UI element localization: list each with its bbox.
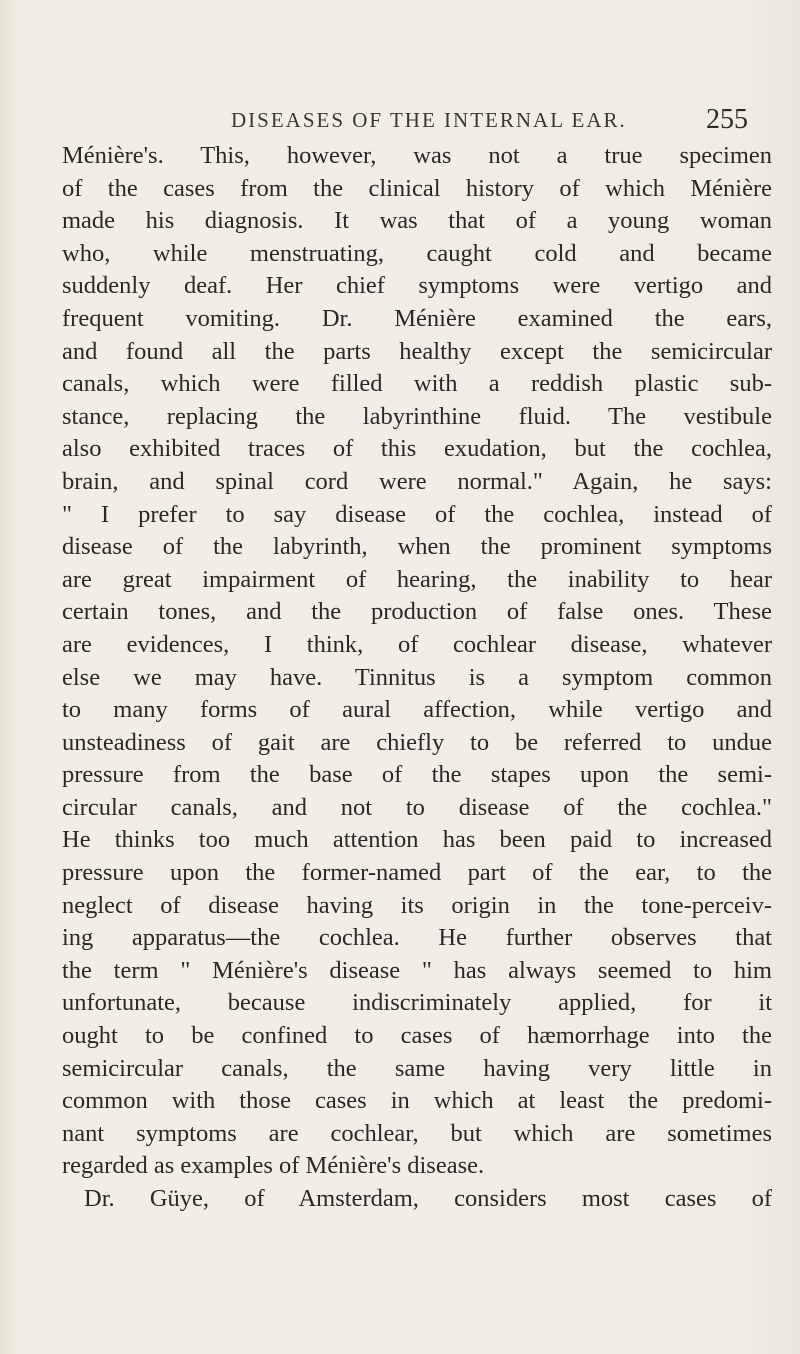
text-line: canals, which were filled with a reddish plastic sub- [62, 370, 772, 398]
text-line: frequent vomiting. Dr. Ménière examined the ears, [62, 304, 772, 332]
text-line: circular canals, and not to disease of the cochlea." [62, 793, 772, 821]
text-line: are evidences, I think, of cochlear disease, whatever [62, 630, 772, 658]
text-line: pressure upon the former-named part of the ear, to the [62, 859, 772, 887]
text-line: ought to be confined to cases of hæmorrhage into the [62, 1022, 772, 1050]
text-line: and found all the parts healthy except the semicircular [62, 337, 772, 365]
text-line: ing apparatus—the cochlea. He further observes that [62, 924, 772, 952]
text-line: made his diagnosis. It was that of a young woman [62, 207, 772, 235]
text-line: stance, replacing the labyrinthine fluid. The vestibule [62, 402, 772, 430]
body-text [62, 140, 772, 1216]
text-line: regarded as examples of Ménière's disease. [62, 1152, 485, 1180]
page-number: 255 [706, 104, 748, 135]
text-line: pressure from the base of the stapes upon the semi- [62, 761, 772, 789]
text-line: unsteadiness of gait are chiefly to be referred to undue [62, 728, 772, 756]
text-line: suddenly deaf. Her chief symptoms were vertigo and [62, 272, 772, 300]
text-line: disease of the labyrinth, when the prominent symptoms [62, 533, 772, 561]
text-line: who, while menstruating, caught cold and became [62, 239, 772, 267]
text-line: else we may have. Tinnitus is a symptom common [62, 663, 772, 691]
text-line: also exhibited traces of this exudation, but the cochlea, [62, 435, 772, 463]
text-line: nant symptoms are cochlear, but which are sometimes [62, 1119, 772, 1147]
text-line: Dr. Güye, of Amsterdam, considers most cases of [84, 1185, 772, 1212]
text-line: are great impairment of hearing, the inability to hear [62, 565, 772, 593]
running-title: DISEASES OF THE INTERNAL EAR. [231, 108, 627, 132]
text-line: of the cases from the clinical history of which Ménière [62, 174, 772, 202]
text-line: the term " Ménière's disease " has always seemed to him [62, 956, 772, 984]
text-line: He thinks too much attention has been paid to increased [62, 826, 772, 854]
running-head [0, 104, 800, 140]
text-line: " I prefer to say disease of the cochlea, instead of [62, 500, 772, 528]
text-line: common with those cases in which at least the predomi- [62, 1087, 772, 1115]
text-line: semicircular canals, the same having very little in [62, 1054, 772, 1082]
text-line: brain, and spinal cord were normal." Again, he says: [62, 467, 772, 495]
text-line: unfortunate, because indiscriminately applied, for it [62, 989, 772, 1017]
text-line: Ménière's. This, however, was not a true specimen [62, 142, 772, 169]
text-line: neglect of disease having its origin in the tone-perceiv- [62, 891, 772, 919]
text-line: to many forms of aural affection, while vertigo and [62, 696, 772, 724]
text-line: certain tones, and the production of false ones. These [62, 598, 772, 626]
